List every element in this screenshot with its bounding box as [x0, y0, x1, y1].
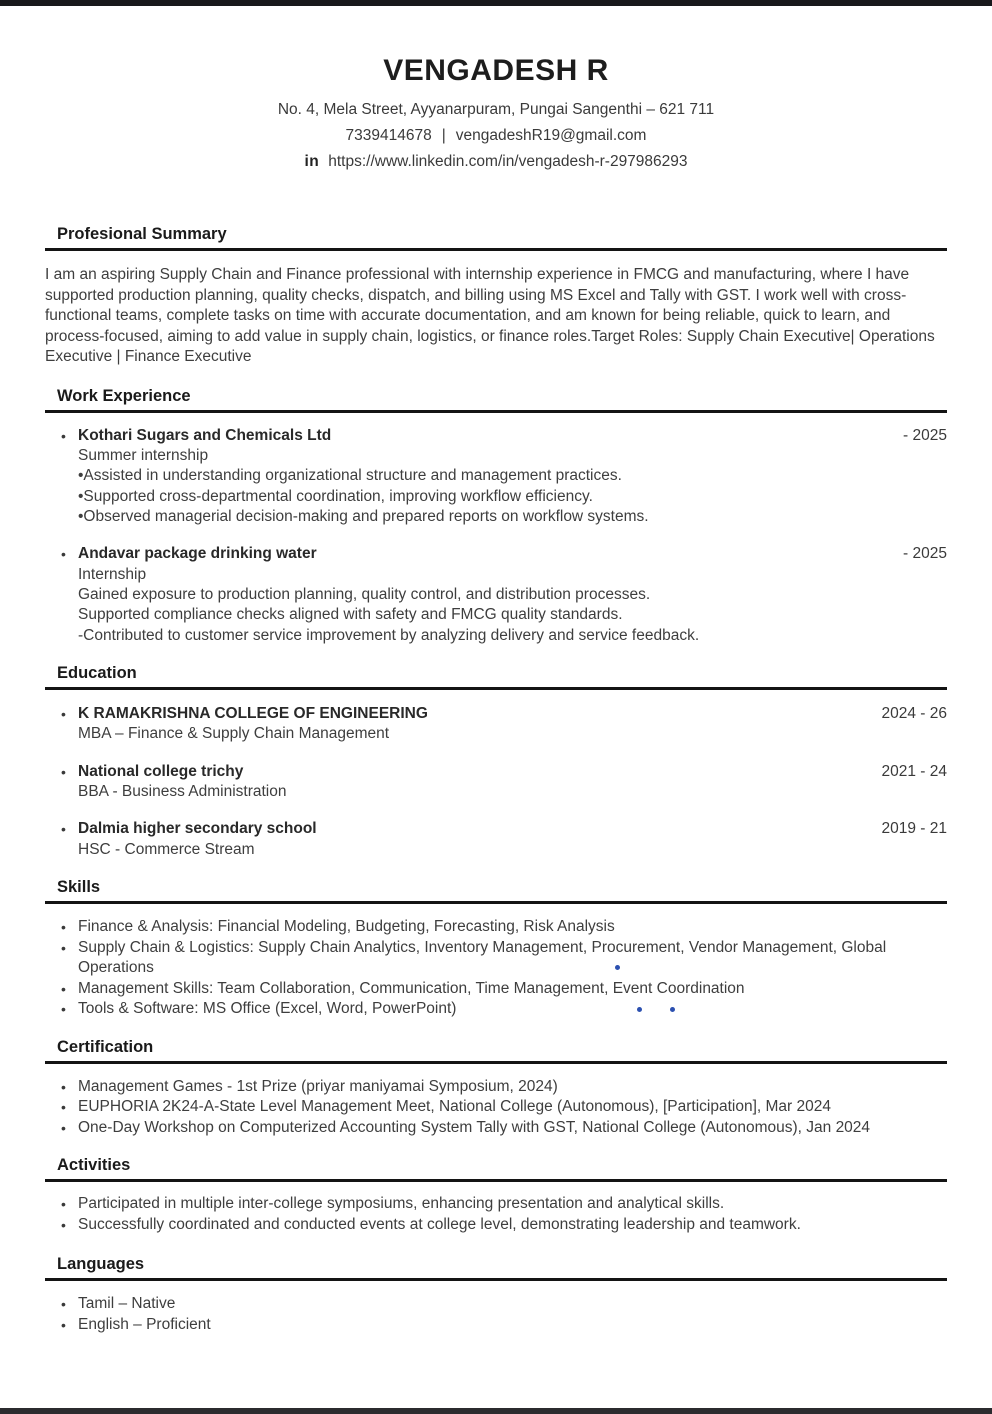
- education-entry: [45, 704, 947, 745]
- address-line: No. 4, Mela Street, Ayyanarpuram, Pungai Sangenthi – 621 711: [277, 101, 715, 118]
- work-detail: •Supported cross-departmental coordination, improving workflow efficiency.: [78, 487, 593, 505]
- section-activities: [45, 1155, 947, 1235]
- email-address: vengadeshR19@gmail.com: [455, 127, 647, 144]
- section-heading-activities: Activities: [57, 1156, 131, 1175]
- activity-item: • Successfully coordinated and conducted events at college level, demonstrating leadership and teamwork.: [45, 1215, 947, 1236]
- certification-item: • One-Day Workshop on Computerized Accounting System Tally with GST, National College (Autonomous), Jan 2024: [45, 1118, 947, 1139]
- work-entry: [45, 544, 947, 646]
- phone-number: 7339414678: [345, 127, 432, 144]
- section-heading-languages: Languages: [57, 1255, 145, 1274]
- linkedin-icon: in: [304, 153, 320, 170]
- activity-item: • Participated in multiple inter-college symposiums, enhancing presentation and analytical skills.: [45, 1194, 947, 1215]
- education-school: • National college trichy: [78, 762, 244, 780]
- stray-ink-dot: [670, 1007, 675, 1012]
- summary-text: I am an aspiring Supply Chain and Finance professional with internship experience in FMCG and manufacturing, where I have supported production planning, quality checks, dispatch, and billing using MS Excel and Tally with GST. I work well with cross-functional teams, complete tasks on time with accurate documentation, and am known for being reliable, quick to learn, and process-focused, aiming to add value in supply chain, logistics, or finance roles.Target Roles: Supply Chain Executive| Operations Executive | Finance Executive: [45, 266, 935, 365]
- education-degree: BBA - Business Administration: [78, 783, 287, 801]
- education-school: • Dalmia higher secondary school: [78, 820, 317, 838]
- section-certification: [45, 1037, 947, 1139]
- education-date: 2021 - 24: [881, 762, 947, 780]
- certification-item: • EUPHORIA 2K24-A-State Level Management Meet, National College (Autonomous), [Participation], Mar 2024: [45, 1097, 947, 1118]
- education-school: • K RAMAKRISHNA COLLEGE OF ENGINEERING: [78, 704, 428, 722]
- section-rule: [45, 1179, 947, 1182]
- education-date: 2019 - 21: [881, 820, 947, 838]
- education-entry-head: [78, 704, 947, 725]
- resume-body: [45, 224, 947, 1335]
- linkedin-line: [0, 150, 992, 174]
- section-rule: [45, 687, 947, 690]
- section-education: [45, 663, 947, 860]
- work-entry: [45, 426, 947, 528]
- languages-list: [45, 1294, 947, 1335]
- work-date: - 2025: [903, 545, 947, 563]
- work-company: • Kothari Sugars and Chemicals Ltd: [78, 426, 332, 444]
- section-heading-skills: Skills: [57, 878, 101, 897]
- section-heading-summary: Profesional Summary: [57, 225, 227, 243]
- education-entry-head: [78, 762, 947, 783]
- section-rule: [45, 1278, 947, 1281]
- candidate-name: VENGADESH R: [383, 54, 609, 87]
- work-detail: Gained exposure to production planning, quality control, and distribution processes.: [78, 585, 651, 603]
- work-company: • Andavar package drinking water: [78, 545, 317, 563]
- certification-list: [45, 1077, 947, 1139]
- education-degree: MBA – Finance & Supply Chain Management: [78, 725, 390, 743]
- skill-item: • Supply Chain & Logistics: Supply Chain Analytics, Inventory Management, Procurement, Vendor Management, Global Operations: [45, 938, 947, 979]
- education-date: 2024 - 26: [881, 704, 947, 722]
- stray-ink-dot: [637, 1007, 642, 1012]
- viewer-top-edge: [0, 0, 992, 6]
- section-heading-education: Education: [57, 663, 137, 682]
- viewer-bottom-edge: [0, 1408, 992, 1414]
- language-item: • Tamil – Native: [45, 1294, 947, 1315]
- section-rule: [45, 410, 947, 413]
- work-detail: -Contributed to customer service improvement by analyzing delivery and service feedback.: [78, 626, 700, 644]
- education-degree: HSC - Commerce Stream: [78, 840, 255, 858]
- section-rule: [45, 248, 947, 251]
- work-detail: •Assisted in understanding organizational structure and management practices.: [78, 467, 622, 485]
- activities-list: [45, 1194, 947, 1235]
- stray-ink-dot: [615, 965, 620, 970]
- work-date: - 2025: [903, 426, 947, 444]
- resume-header: [0, 0, 992, 174]
- skills-list: [45, 917, 947, 1020]
- work-detail: Supported compliance checks aligned with safety and FMCG quality standards.: [78, 606, 623, 624]
- language-item: • English – Proficient: [45, 1315, 947, 1336]
- work-entry-head: [78, 544, 947, 565]
- education-entry: [45, 819, 947, 860]
- phone-email-line: [0, 124, 992, 148]
- linkedin-url: https://www.linkedin.com/in/vengadesh-r-297986293: [328, 153, 688, 170]
- education-entry-head: [78, 819, 947, 840]
- skill-item: • Tools & Software: MS Office (Excel, Word, PowerPoint): [45, 999, 947, 1020]
- section-rule: [45, 1061, 947, 1064]
- section-heading-work: Work Experience: [57, 386, 191, 405]
- certification-item: • Management Games - 1st Prize (priyar maniyamai Symposium, 2024): [45, 1077, 947, 1098]
- contact-separator: |: [441, 127, 446, 144]
- work-role: Summer internship: [78, 447, 209, 464]
- section-professional-summary: [45, 224, 947, 368]
- skill-item: • Finance & Analysis: Financial Modeling, Budgeting, Forecasting, Risk Analysis: [45, 917, 947, 938]
- work-role: Internship: [78, 565, 147, 583]
- section-rule: [45, 901, 947, 904]
- section-languages: [45, 1254, 947, 1335]
- education-entry: [45, 762, 947, 803]
- section-heading-certification: Certification: [57, 1037, 154, 1056]
- work-entry-head: [78, 426, 947, 447]
- work-detail: •Observed managerial decision-making and prepared reports on workflow systems.: [78, 507, 649, 525]
- section-work-experience: [45, 386, 947, 646]
- section-skills: [45, 877, 947, 1020]
- skill-item: • Management Skills: Team Collaboration, Communication, Time Management, Event Coordination: [45, 979, 947, 1000]
